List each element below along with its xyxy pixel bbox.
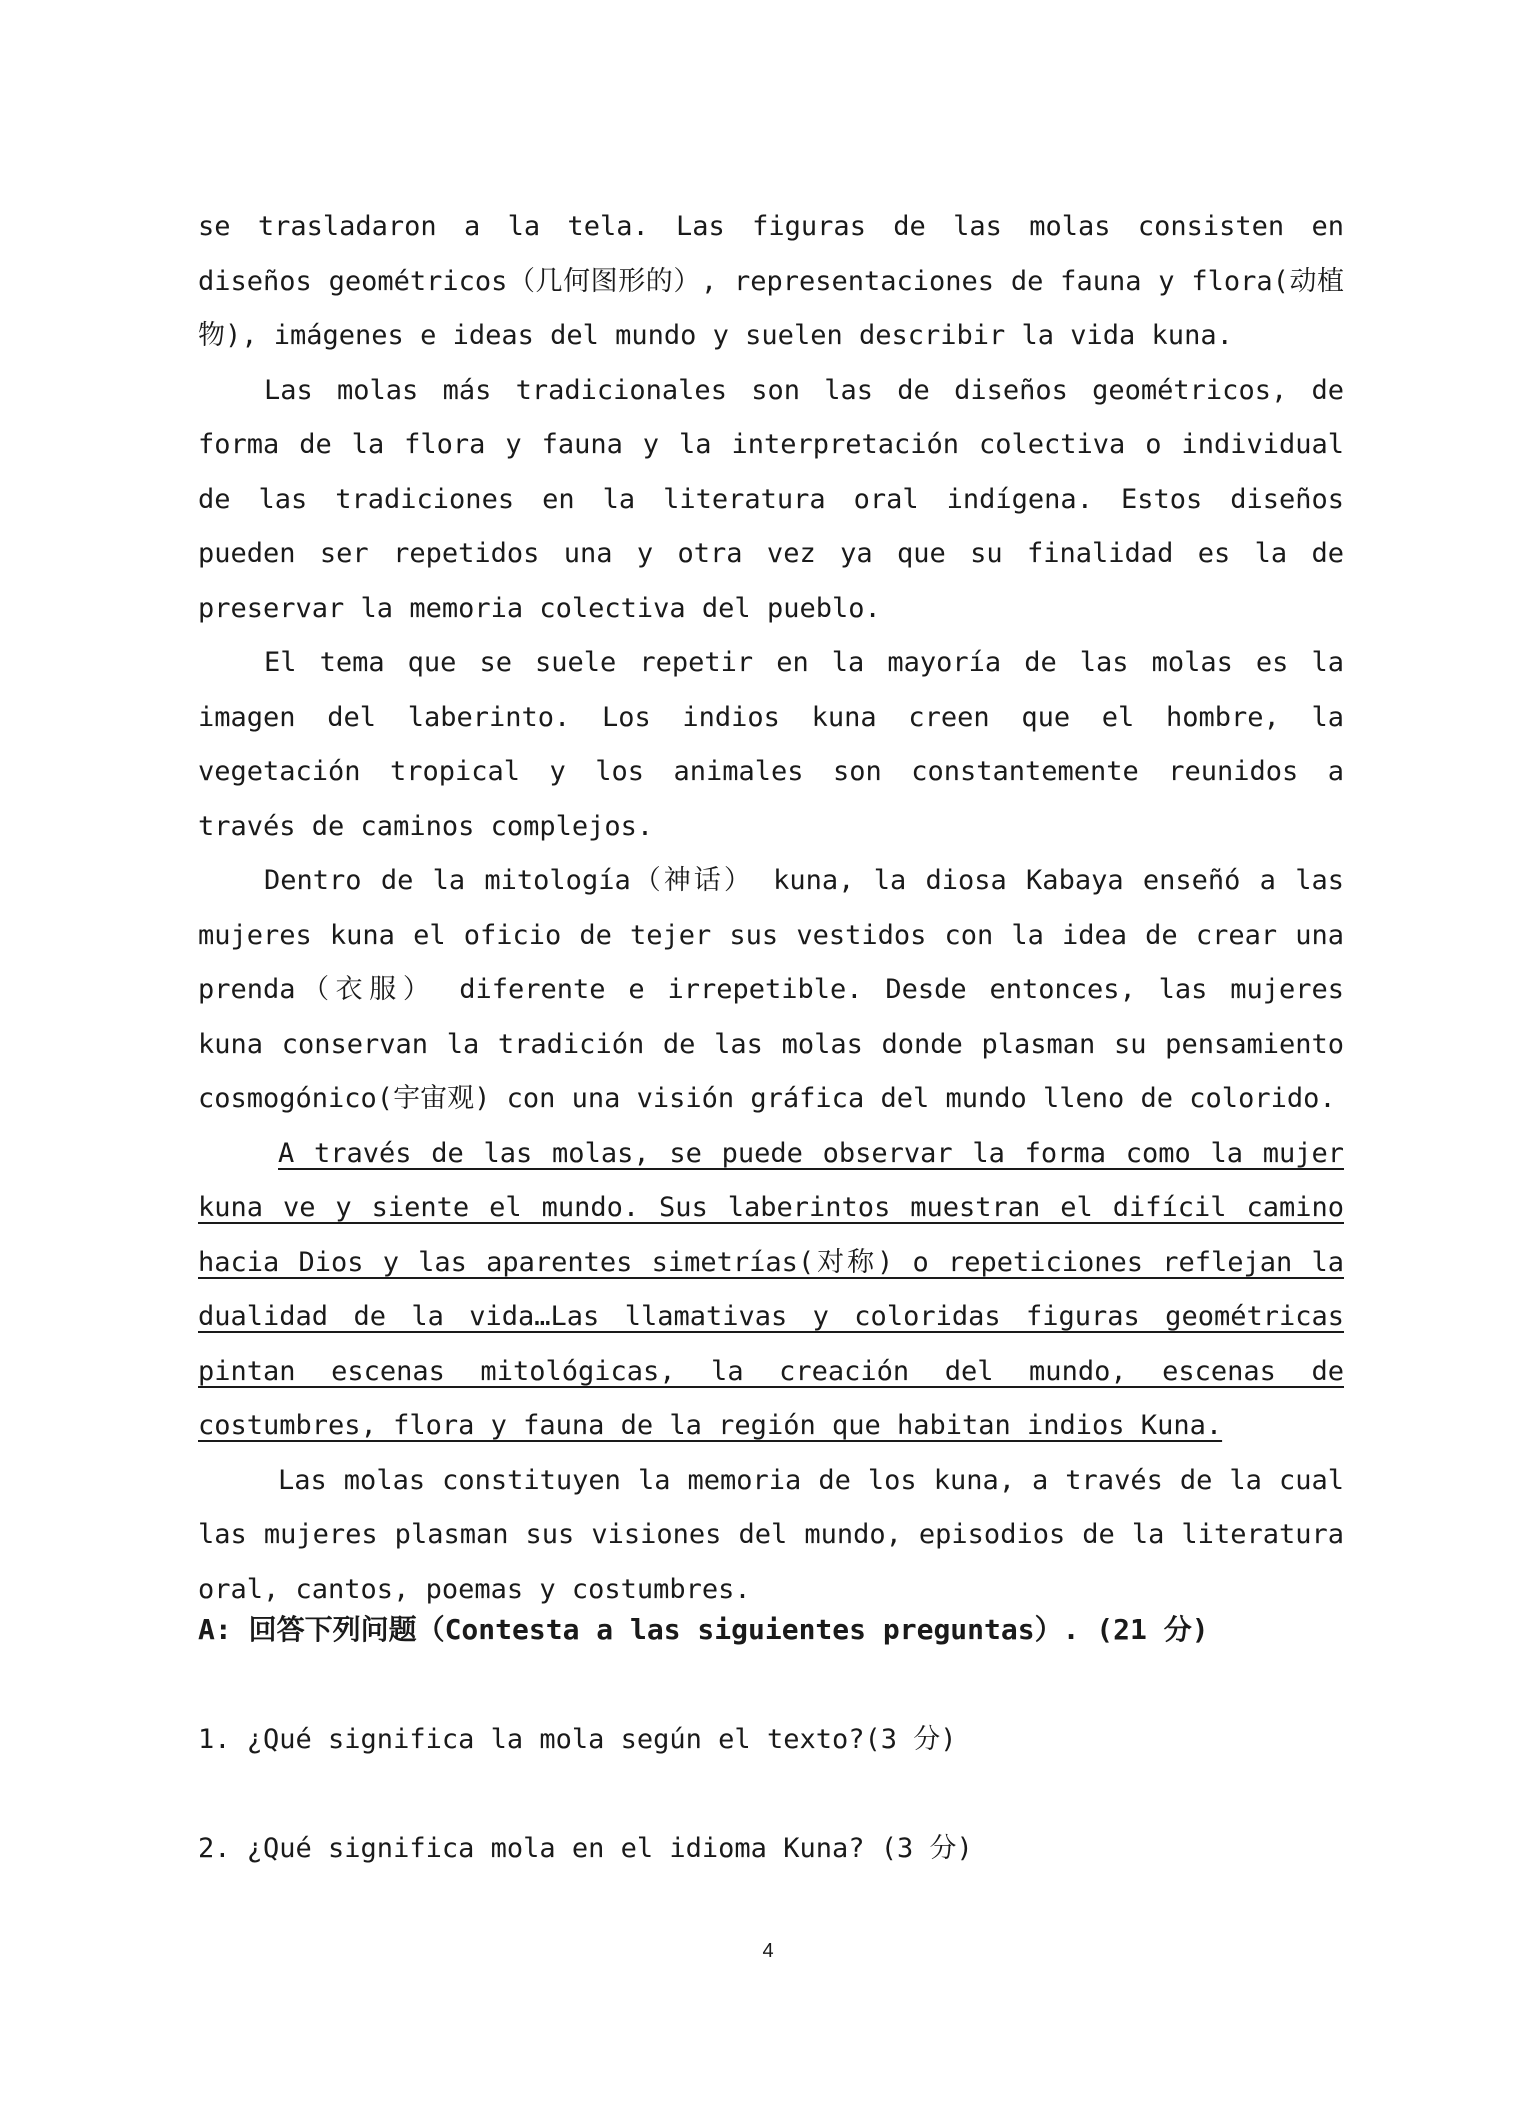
paragraph-2: Las molas más tradicionales son las de diseños geométricos, de forma de la flora y fauna y la interpretación colectiva o individual de las tradiciones en la literatura oral indígena. Estos diseños pueden ser repetidos una y otra vez ya que su finalidad es la de preservar la memoria colectiva del pueblo.	[198, 374, 1344, 624]
question-2: 2. ¿Qué significa mola en el idioma Kuna? (3 分)	[198, 1833, 973, 1864]
question-1: 1. ¿Qué significa la mola según el texto?(3 分)	[198, 1724, 957, 1755]
reading-passage	[198, 200, 1344, 1617]
paragraph-4: Dentro de la mitología（神话） kuna, la diosa Kabaya enseñó a las mujeres kuna el oficio de tejer sus vestidos con la idea de crear una prenda（衣服） diferente e irrepetible. Desde entonces, las mujeres kuna conservan la tradición de las molas donde plasman su pensamiento cosmogónico(宇宙观) con una visión gráfica del mundo lleno de colorido.	[198, 865, 1344, 1114]
paragraph-1: se trasladaron a la tela. Las figuras de las molas consisten en diseños geométricos（几何图形的）, representaciones de fauna y flora(动植物), imágenes e ideas del mundo y suelen describir la vida kuna.	[198, 211, 1344, 351]
paragraph-6: Las molas constituyen la memoria de los kuna, a través de la cual las mujeres plasman sus visiones del mundo, episodios de la literatura oral, cantos, poemas y costumbres.	[198, 1464, 1344, 1605]
paragraph-3: El tema que se suele repetir en la mayoría de las molas es la imagen del laberinto. Los indios kuna creen que el hombre, la vegetación tropical y los animales son constantemente reunidos a través de caminos complejos.	[198, 647, 1344, 842]
page-number: 4	[762, 1940, 774, 1962]
paragraph-5-underlined: A través de las molas, se puede observar la forma como la mujer kuna ve y siente el mundo. Sus laberintos muestran el difícil camino hacia Dios y las aparentes simetrías(对称) o repeticiones reflejan la dualidad de la vida…Las llamativas y coloridas figuras geométricas pintan escenas mitológicas, la creación del mundo, escenas de costumbres, flora y fauna de la región que habitan indios Kuna.	[198, 1137, 1344, 1441]
section-a-heading: A: 回答下列问题（Contesta a las siguientes preguntas）. (21 分)	[198, 1613, 1209, 1646]
